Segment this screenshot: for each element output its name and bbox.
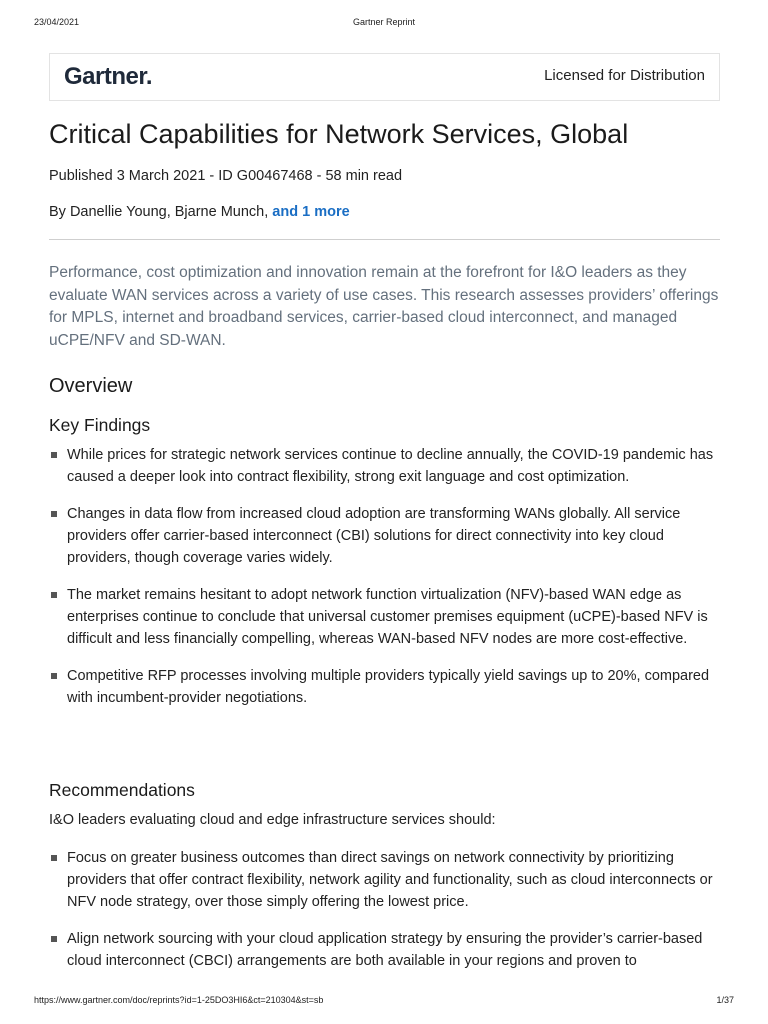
list-item (49, 847, 725, 913)
summary-paragraph: Performance, cost optimization and innovation remain at the forefront for I&O leaders as they evaluate WAN services across a variety of use cases. This research assesses providers’ offerings for MPLS, internet and broadband services, carrier-based cloud interconnect, and managed uCPE/NFV and SD-WAN. (49, 264, 719, 349)
print-title: Gartner Reprint (352, 17, 416, 27)
publication-info: Published 3 March 2021 - ID G00467468 - 58 min read (49, 168, 403, 184)
recommendations-list (49, 847, 725, 978)
list-item (49, 665, 725, 709)
overview-heading: Overview (49, 375, 133, 397)
brand-banner (49, 53, 720, 101)
divider (49, 239, 720, 240)
author-byline (49, 204, 350, 220)
list-item-text: Changes in data flow from increased cloud adoption are transforming WANs globally. All service providers offer carrier-based interconnect (CBI) solutions for direct connectivity into key cloud providers, though coverage varies widely. (67, 506, 681, 566)
bullet-icon (51, 673, 57, 679)
more-authors-link[interactable]: and 1 more (272, 204, 350, 220)
bullet-icon (51, 592, 57, 598)
list-item-text: Competitive RFP processes involving multiple providers typically yield savings up to 20%, compared with incumbent-provider negotiations. (67, 668, 710, 706)
page-number: 1/37 (716, 995, 734, 1005)
author-names: By Danellie Young, Bjarne Munch, (49, 204, 273, 220)
key-findings-list (49, 444, 725, 724)
list-item (49, 584, 725, 650)
recommendations-intro: I&O leaders evaluating cloud and edge infrastructure services should: (49, 812, 496, 828)
page-title: Critical Capabilities for Network Services, Global (49, 119, 629, 149)
bullet-icon (51, 936, 57, 942)
list-item-text: While prices for strategic network services continue to decline annually, the COVID-19 pandemic has caused a deeper look into contract flexibility, strong exit language and cost optimization. (67, 447, 714, 485)
list-item (49, 444, 725, 488)
recommendations-heading: Recommendations (49, 780, 195, 800)
gartner-logo[interactable] (64, 63, 152, 91)
license-label: Licensed for Distribution (544, 67, 705, 84)
bullet-icon (51, 452, 57, 458)
bullet-icon (51, 511, 57, 517)
logo-wordmark: Gartner (64, 63, 146, 90)
list-item (49, 503, 725, 569)
bullet-icon (51, 855, 57, 861)
list-item-text: Focus on greater business outcomes than direct savings on network connectivity by prioritizing providers that offer contract flexibility, network agility and functionality, such as cloud interconnects or NFV node strategy, over those simply offering the lowest price. (67, 850, 713, 910)
logo-dot: . (145, 63, 153, 90)
list-item-text: The market remains hesitant to adopt network function virtualization (NFV)-based WAN edge as enterprises continue to conclude that universal customer premises equipment (uCPE)-based NFV is difficult and less financially compelling, whereas WAN-based NFV nodes are more cost-effective. (67, 587, 708, 647)
print-date: 23/04/2021 (34, 17, 80, 27)
list-item-text: Align network sourcing with your cloud application strategy by ensuring the provider’s carrier-based cloud interconnect (CBCI) arrangements are both available in your regions and proven to (67, 931, 703, 969)
print-url: https://www.gartner.com/doc/reprints?id=1-25DO3HI6&ct=210304&st=sb (34, 995, 324, 1005)
list-item (49, 928, 725, 972)
key-findings-heading: Key Findings (49, 415, 151, 435)
